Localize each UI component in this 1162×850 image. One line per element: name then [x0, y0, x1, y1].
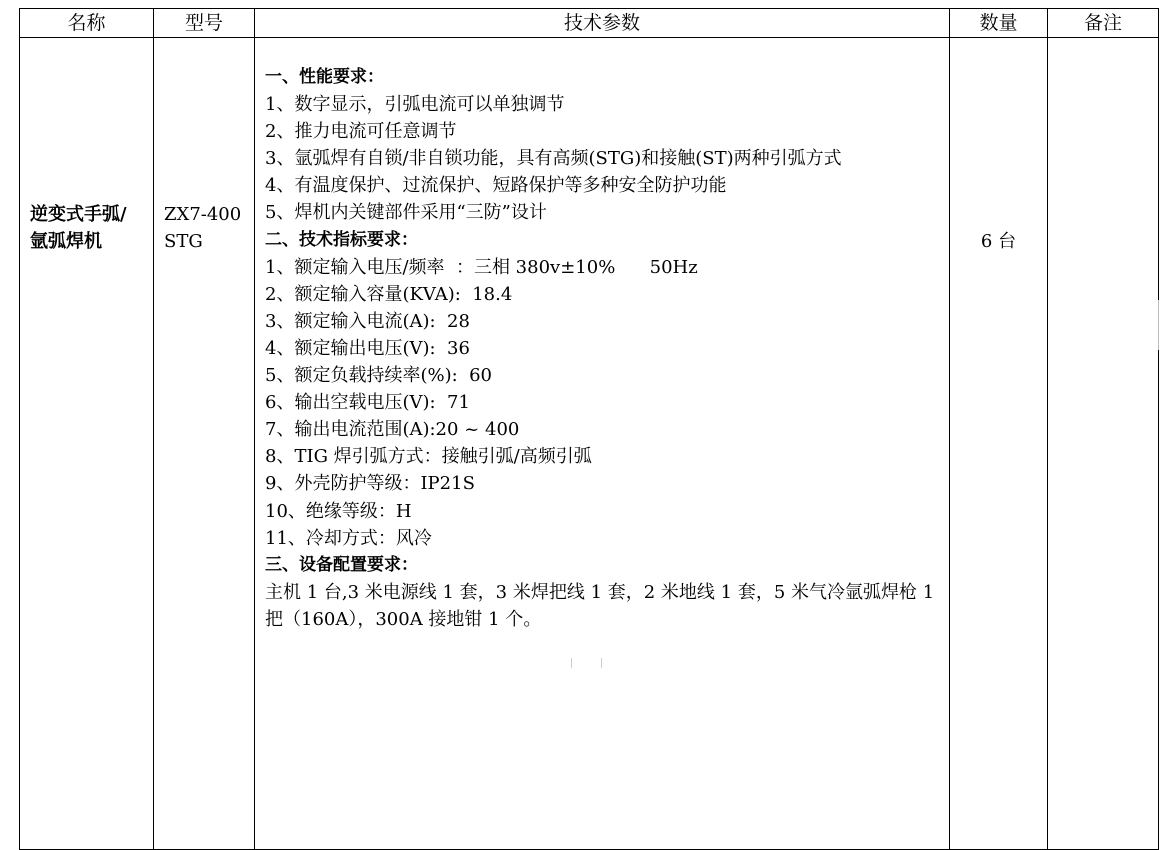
table-header-row [20, 9, 1159, 38]
cell-technical-spec [255, 38, 950, 850]
page-edge-mark [1158, 300, 1162, 350]
spec-item: 5、额定负载持续率(%): 60 [265, 365, 493, 387]
equipment-name-line1: 逆变式手弧/ [30, 204, 127, 225]
cell-equipment-name [20, 38, 154, 850]
spec-item: 4、有温度保护、过流保护、短路保护等多种安全防护功能 [265, 175, 727, 197]
spec-item: 2、额定输入容量(KVA): 18.4 [265, 283, 513, 305]
page-footer-mark [601, 658, 602, 668]
header-name: 名称 [20, 9, 154, 38]
spec-item: 1、额定输入电压/频率 ：三相 380v±10% 50Hz [265, 256, 698, 278]
header-quantity: 数量 [950, 9, 1048, 38]
spec-item: 11、冷却方式：风冷 [265, 527, 432, 549]
header-spec: 技术参数 [255, 9, 950, 38]
spec-item: 7、输出电流范围(A):20 ~ 400 [265, 419, 520, 441]
spec-heading-technical: 二、技术指标要求： [265, 229, 418, 250]
cell-remarks [1048, 38, 1159, 850]
model-line2: STG [164, 231, 203, 252]
header-remarks: 备注 [1048, 9, 1159, 38]
header-model: 型号 [154, 9, 255, 38]
spec-item: 9、外壳防护等级：IP21S [265, 473, 475, 495]
page-footer-mark [571, 658, 572, 668]
spec-item: 2、推力电流可任意调节 [265, 121, 457, 143]
spec-item: 5、焊机内关键部件采用“三防”设计 [265, 202, 547, 224]
spec-item: 1、数字显示，引弧电流可以单独调节 [265, 94, 565, 116]
table-row [20, 38, 1159, 850]
spec-item: 10、绝缘等级：H [265, 500, 412, 522]
cell-model [154, 38, 255, 850]
spec-item: 3、额定输入电流(A): 28 [265, 310, 470, 332]
spec-heading-configuration: 三、设备配置要求： [265, 554, 418, 575]
spec-item: 6、输出空载电压(V): 71 [265, 392, 470, 414]
configuration-text: 主机 1 台,3 米电源线 1 套，3 米焊把线 1 套，2 米地线 1 套，5 米气冷氩弧焊枪 1 把（160A），300A 接地钳 1 个。 [265, 581, 935, 630]
model-line1: ZX7-400 [164, 204, 242, 225]
cell-quantity: 6 台 [950, 38, 1048, 850]
spec-heading-performance: 一、性能要求： [265, 67, 384, 87]
spec-item: 4、额定输出电压(V): 36 [265, 337, 470, 359]
spec-item: 3、氩弧焊有自锁/非自锁功能，具有高频(STG)和接触(ST)两种引弧方式 [265, 148, 842, 170]
equipment-name-line2: 氩弧焊机 [30, 231, 102, 252]
spec-item: 8、TIG 焊引弧方式：接触引弧/高频引弧 [265, 446, 592, 468]
spec-table [19, 8, 1159, 850]
